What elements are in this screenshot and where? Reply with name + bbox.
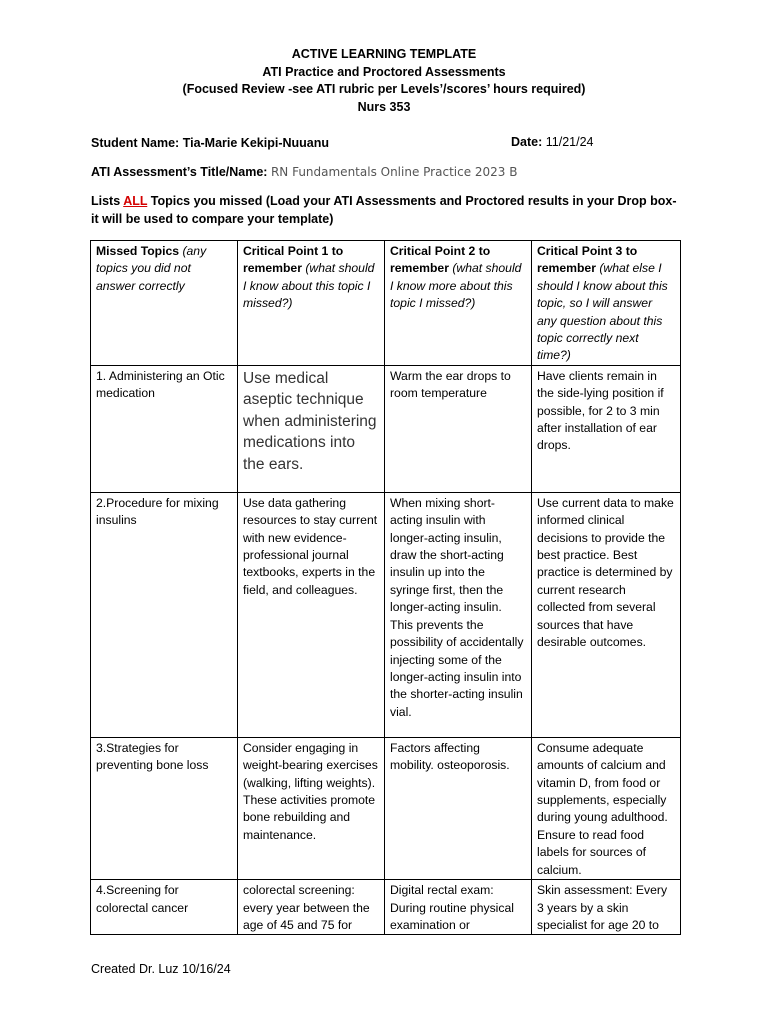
header-course: Nurs 353 [357,99,411,114]
cp3-cell: Consume adequate amounts of calcium and vitamin D, from food or supplements, especially during young adulthood. Ensure to read food labels for sources of calcium. [532,737,681,879]
cp2-cell: Factors affecting mobility. osteoporosis. [385,737,532,879]
header-critical-point-1: Critical Point 1 to remember (what should I know about this topic I missed?) [238,241,385,366]
cp1-cell: colorectal screening: every year between the age of 45 and 75 for [238,880,385,935]
topic-cell: 2.Procedure for mixing insulins [91,492,238,737]
header-title: ACTIVE LEARNING TEMPLATE [291,47,477,61]
assessment-title-label: ATI Assessment’s Title/Name: [91,165,268,179]
date-value: 11/21/24 [545,135,594,149]
table-row [91,365,681,492]
topic-cell: 3.Strategies for preventing bone loss [91,737,238,879]
header-critical-point-3: Critical Point 3 to remember (what else I should I know about this topic, so I will answer any question about this topic correctly next time?) [532,241,681,366]
header-critical-point-2: Critical Point 2 to remember (what should I know more about this topic I missed?) [385,241,532,366]
cp1-cell: Use medical aseptic technique when administering medications into the ears. [238,365,385,492]
table-header-row [91,241,681,366]
document-header [0,46,768,116]
cp3-cell: Use current data to make informed clinical decisions to provide the best practice. Best practice is determined by current research collected from several sources that have desirable outcomes. [532,492,681,737]
instructions [91,192,681,228]
header-missed-topics: Missed Topics (any topics you did not answer correctly [91,241,238,366]
missed-topics-table [90,240,681,935]
table-row [91,737,681,879]
header-subtitle: ATI Practice and Proctored Assessments [262,64,506,79]
student-name-value: Tia-Marie Kekipi-Nuuanu [182,136,330,150]
cp3-cell: Skin assessment: Every 3 years by a skin specialist for age 20 to [532,880,681,935]
student-name-label: Student Name: [91,136,180,150]
instructions-pre: Lists [91,194,124,208]
cp3-cell: Have clients remain in the side-lying position if possible, for 2 to 3 min after installation of ear drops. [532,365,681,492]
date-line [511,135,593,149]
topic-cell: 4.Screening for colorectal cancer [91,880,238,935]
cp1-cell: Use data gathering resources to stay current with new evidence-professional journal textbooks, experts in the field, and colleagues. [238,492,385,737]
date-label: Date: [511,135,543,149]
instructions-all: ALL [123,194,148,208]
footer-credit: Created Dr. Luz 10/16/24 [91,962,231,976]
cp1-cell: Consider engaging in weight-bearing exercises (walking, lifting weights). These activities promote bone rebuilding and maintenance. [238,737,385,879]
cp2-cell: Digital rectal exam: During routine physical examination or [385,880,532,935]
assessment-title-line [91,163,681,181]
cp2-cell: When mixing short-acting insulin with longer-acting insulin, draw the short-acting insulin up into the syringe first, then the longer-acting insulin. This prevents the possibility of accidentally injecting some of the longer-acting insulin into the shorter-acting insulin vial. [385,492,532,737]
table-row [91,880,681,935]
table-row [91,492,681,737]
assessment-title-value: RN Fundamentals Online Practice 2023 B [270,165,518,179]
topic-cell: 1. Administering an Otic medication [91,365,238,492]
header-note: (Focused Review -see ATI rubric per Levels’/scores’ hours required) [182,82,586,96]
cp2-cell: Warm the ear drops to room temperature [385,365,532,492]
instructions-post: Topics you missed (Load your ATI Assessments and Proctored results in your Drop box-it will be used to compare your template) [91,194,677,226]
